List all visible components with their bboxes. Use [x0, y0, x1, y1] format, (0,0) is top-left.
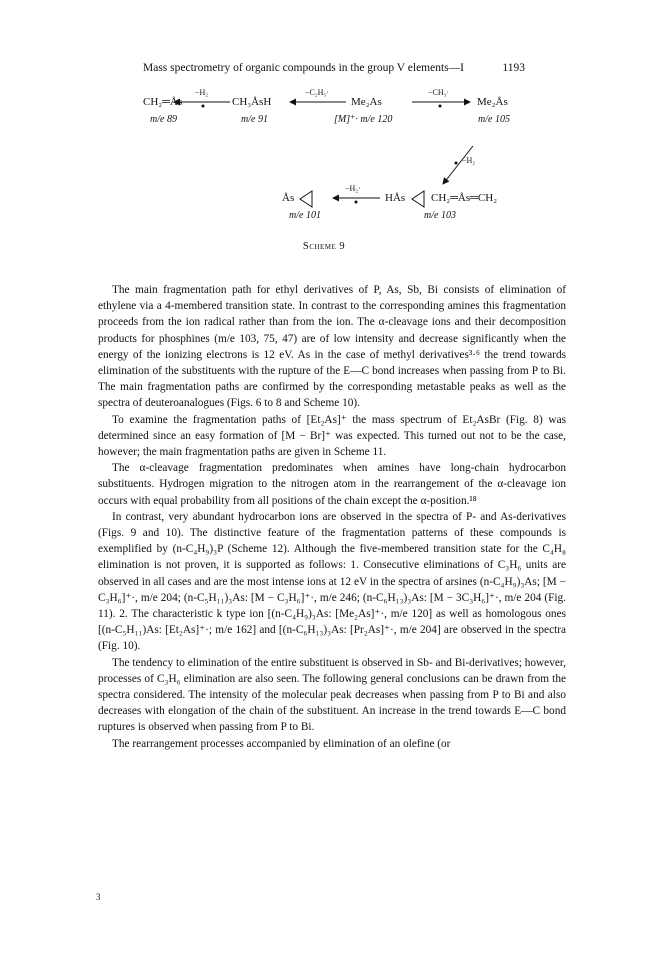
paragraph-5: The tendency to elimination of the entire substituent is observed in Sb- and Bi-derivatives; however, processes of C₃H₆ elimination are also seen. The following general conclusions can be drawn from the spectra considered. The intensity of the molecular peak decreases when passing from P to Bi and also decreases with elongation of the chain of the substituent. An increase in the trend towards E—C bond ruptures is observed when passing from P to Bi.	[98, 656, 566, 734]
arrow-3-label: −CH₃·	[428, 88, 450, 97]
page-number: 1193	[502, 62, 525, 74]
scheme-title: Scheme 9	[302, 241, 346, 252]
arrow-5	[333, 198, 380, 204]
species-5-mz: m/e 101	[289, 210, 321, 221]
species-4-mz: m/e 105	[478, 114, 510, 125]
arrow-3	[412, 102, 470, 108]
species-5: Ås	[282, 192, 295, 204]
scheme-arrows	[0, 0, 648, 260]
body-text	[98, 282, 566, 752]
running-title: Mass spectrometry of organic compounds in the group V elements—I	[143, 62, 464, 74]
species-6: HÅs	[385, 192, 406, 204]
arrow-1-label: −H₂	[195, 88, 209, 97]
arrow-5-label: −H₂·	[345, 184, 361, 193]
paragraph-1: The main fragmentation path for ethyl derivatives of P, As, Sb, Bi consists of elimination of ethylene via a 4-membered transition state. In contrast to the corresponding amines this fragmentation proceeds from the ion radical rather than from the ion. The α-cleavage ions and their decomposition products for phosphines (m/e 103, 75, 47) are of low intensity and decrease significantly when the energy of the ionizing electrons is 12 eV. As in the case of methyl derivatives³·⁶ the trend towards elimination of the substituents with the rupture of the E—C bond increases when passing from P to Bi. The main fragmentation paths are confirmed by the corresponding metastable peaks as well as the spectra of deuteroanalogues (Figs. 6 to 8 and Scheme 10).	[98, 284, 566, 410]
scheme-9-diagram	[0, 0, 648, 260]
footer-mark: 3	[96, 892, 101, 902]
arrow-2-label: −C₂H₅·	[305, 88, 329, 97]
species-4: Me₂Ås	[477, 96, 508, 108]
paragraph-2: To examine the fragmentation paths of [Et₂As]⁺ the mass spectrum of Et₂AsBr (Fig. 8) was determined since an easy formation of [M − Br]⁺ was expected. This turned out not to be the case, however; the main fragmentation paths are given in Scheme 11.	[98, 413, 566, 459]
species-1: CH₂═Ås	[143, 96, 183, 108]
species-6-7-mz: m/e 103	[424, 210, 456, 221]
species-3: Me₂As	[351, 96, 382, 108]
paragraph-6: The rearrangement processes accompanied by elimination of an olefine (or	[112, 737, 451, 750]
species-3-mz: [M]⁺· m/e 120	[334, 114, 393, 125]
species-7: CH₂═Ås═CH₂	[431, 192, 498, 204]
arrow-down	[443, 146, 476, 184]
paragraph-3: The α-cleavage fragmentation predominates when amines have long-chain hydrocarbon substituents. Hydrogen migration to the nitrogen atom in the rearrangement of the α-cleavage ion occurs with equal probability from all positions of the chain except the α-position.¹⁸	[98, 462, 566, 507]
ring-1	[300, 191, 312, 207]
paragraph-4: In contrast, very abundant hydrocarbon ions are observed in the spectra of P- and As-derivatives (Figs. 9 and 10). The distinctive feature of the fragmentation patterns of these compounds is exemplified by (n-C₄H₉)₃P (Scheme 12). Although the five-membered transition state for the C₄H₈ elimination is not proven, it is supported as follows: 1. Consecutive eliminations of C₃H₆ units are observed in all cases and are the most intense ions at 12 eV in the spectra of arsines (n-C₄H₉)₃As; [M − C₃H₆]⁺·, m/e 204; (n-C₅H₁₁)₃As: [M − C₃H₆]⁺·, m/e 246; (n-C₆H₁₃)₃As: [M − 3C₃H₆]⁺·, m/e 204 (Fig. 11). 2. The characteristic k type ion [(n-C₄H₉)₃As: [Me₂As]⁺·, m/e 120] as well as homologous ones [(n-C₅H₁₁)As: [Et₂As]⁺·; m/e 162] and [(n-C₆H₁₃)₃As: [Pr₂As]⁺·, m/e 204] are observed in the spectra (Fig. 10).	[98, 510, 566, 653]
species-2: CH₃ÅsH	[232, 96, 272, 108]
arrow-1	[174, 102, 230, 108]
arrow-down-label: −H₂	[462, 156, 476, 165]
species-2-mz: m/e 91	[241, 114, 268, 125]
species-1-mz: m/e 89	[150, 114, 177, 125]
ring-2	[412, 191, 424, 207]
